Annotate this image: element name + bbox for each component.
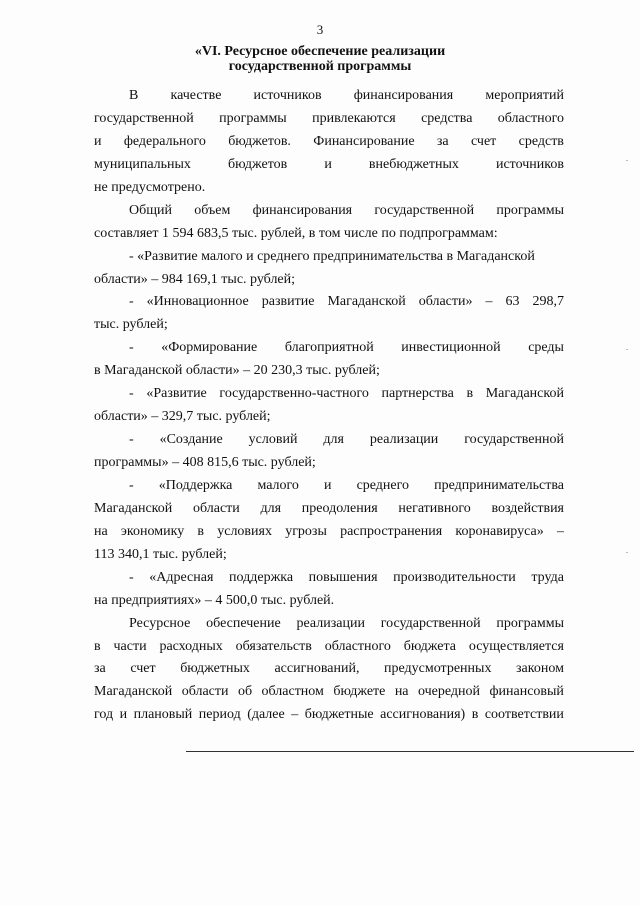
text-line: - «Создание условий для реализации государственной [129, 432, 564, 448]
text-line: в Магаданской области» – 20 230,3 тыс. рублей; [94, 363, 380, 379]
text-line: - «Формирование благоприятной инвестиционной среды [129, 340, 564, 356]
text-line: государственной программы привлекаются средства областного [94, 110, 564, 126]
text-line: - «Инновационное развитие Магаданской области» – 63 298,7 [129, 294, 564, 310]
text-line: не предусмотрено. [94, 179, 206, 195]
text-line: Магаданской области об областном бюджете на очередной финансовый [94, 684, 564, 700]
text-line: - «Развитие малого и среднего предпринимательства в Магаданской [129, 248, 535, 264]
text-line: программы» – 408 815,6 тыс. рублей; [94, 455, 316, 470]
page-number: 3 [316, 22, 324, 37]
text-line: - «Адресная поддержка повышения производительности труда [129, 569, 564, 585]
text-line: - «Поддержка малого и среднего предпринимательства [129, 477, 564, 493]
scan-mark [626, 349, 628, 350]
text-line: составляет 1 594 683,5 тыс. рублей, в том числе по подпрограммам: [94, 225, 498, 241]
scan-mark [626, 552, 628, 553]
text-line: муниципальных бюджетов и внебюджетных источников [94, 156, 564, 172]
text-line: за счет бюджетных ассигнований, предусмотренных законом [94, 661, 564, 677]
section-title-line-2: государственной программы [228, 59, 412, 74]
text-line: в части расходных обязательств областного бюджета осуществляется [94, 638, 564, 654]
text-line: 113 340,1 тыс. рублей; [94, 546, 227, 562]
text-line: на предприятиях» – 4 500,0 тыс. рублей. [94, 592, 335, 608]
scan-mark [626, 160, 628, 161]
section-title [0, 44, 640, 74]
text-line: на экономику в условиях угрозы распространения коронавируса» – [94, 523, 564, 539]
text-line: Магаданской области для преодоления негативного воздействия [94, 500, 564, 516]
text-line: В качестве источников финансирования мероприятий [129, 88, 564, 103]
text-line: Ресурсное обеспечение реализации государственной программы [129, 615, 564, 631]
text-line: год и плановый период (далее – бюджетные ассигнования) в соответствии [94, 707, 564, 723]
text-line: области» – 329,7 тыс. рублей; [94, 409, 271, 425]
footer-rule [186, 751, 634, 752]
text-line: - «Развитие государственно-частного партнерства в Магаданской [129, 386, 564, 402]
section-title-line-1: «VI. Ресурсное обеспечение реализации [194, 44, 446, 59]
text-line: Общий объем финансирования государственной программы [129, 202, 564, 218]
document-body [94, 85, 564, 727]
text-line: области» – 984 169,1 тыс. рублей; [94, 271, 296, 287]
text-line: тыс. рублей; [94, 317, 168, 333]
text-line: и федерального бюджетов. Финансирование за счет средств [94, 133, 564, 149]
